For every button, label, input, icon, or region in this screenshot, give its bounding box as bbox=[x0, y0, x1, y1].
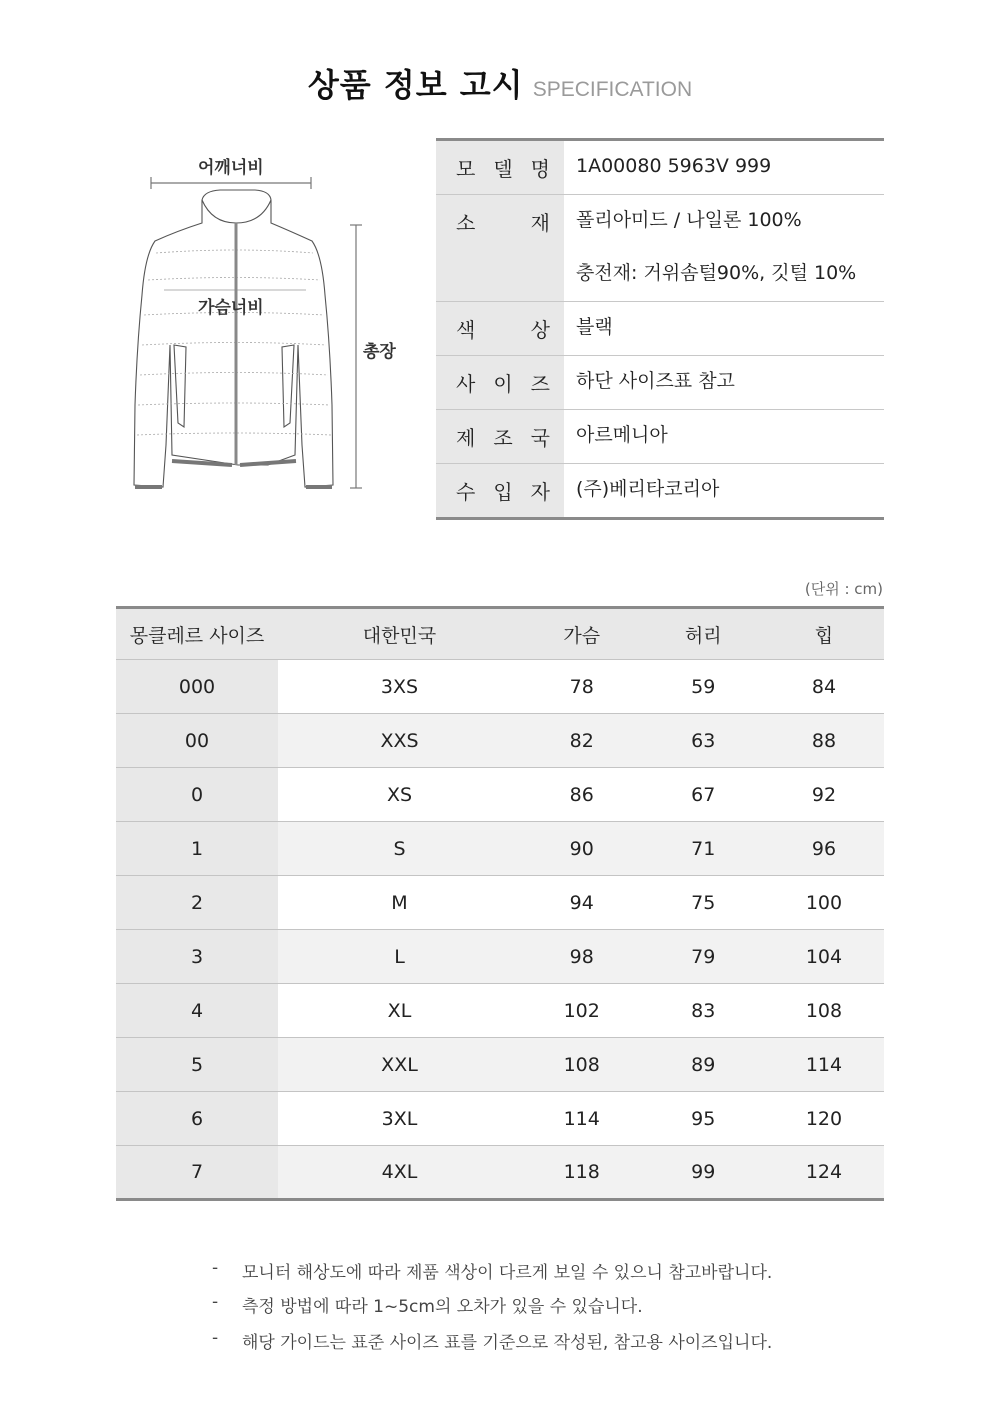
size-cell: 94 bbox=[521, 876, 643, 930]
note-item: - 측정 방법에 따라 1~5cm의 오차가 있을 수 있습니다. bbox=[212, 1292, 832, 1328]
size-cell: 5 bbox=[116, 1038, 278, 1092]
jacket-illustration bbox=[120, 145, 420, 505]
size-cell: M bbox=[278, 876, 521, 930]
size-row bbox=[116, 1146, 884, 1200]
size-cell: 63 bbox=[642, 714, 764, 768]
size-cell: 67 bbox=[642, 768, 764, 822]
size-cell: 3XL bbox=[278, 1092, 521, 1146]
spec-key: 색 상 bbox=[436, 302, 564, 355]
length-measure-line bbox=[350, 225, 362, 488]
spec-row-material bbox=[436, 194, 884, 301]
size-cell: 4 bbox=[116, 984, 278, 1038]
size-cell: 120 bbox=[764, 1092, 884, 1146]
size-cell: 89 bbox=[642, 1038, 764, 1092]
note-item: - 해당 가이드는 표준 사이즈 표를 기준으로 작성된, 참고용 사이즈입니다. bbox=[212, 1328, 773, 1353]
size-cell: 102 bbox=[521, 984, 643, 1038]
size-cell: 3 bbox=[116, 930, 278, 984]
size-table bbox=[116, 606, 884, 1201]
size-cell: 95 bbox=[642, 1092, 764, 1146]
page-title bbox=[0, 60, 1000, 106]
spec-value: 블랙 bbox=[576, 316, 613, 338]
size-cell: XXL bbox=[278, 1038, 521, 1092]
size-cell: 86 bbox=[521, 768, 643, 822]
shoulder-width-label: 어깨너비 bbox=[198, 158, 264, 178]
size-cell: 98 bbox=[521, 930, 643, 984]
size-cell: 2 bbox=[116, 876, 278, 930]
spec-row-size bbox=[436, 355, 884, 409]
spec-row-model bbox=[436, 141, 884, 194]
size-cell: 00 bbox=[116, 714, 278, 768]
shoulder-measure-line bbox=[151, 177, 311, 189]
spec-value: 하단 사이즈표 참고 bbox=[576, 370, 735, 392]
header-moncler-size: 몽클레르 사이즈 bbox=[116, 608, 278, 660]
size-row bbox=[116, 984, 884, 1038]
spec-row-importer bbox=[436, 463, 884, 517]
spec-key: 사 이 즈 bbox=[436, 356, 564, 409]
jacket-diagram bbox=[120, 145, 420, 505]
size-cell: 79 bbox=[642, 930, 764, 984]
size-cell: 108 bbox=[764, 984, 884, 1038]
spec-key: 제 조 국 bbox=[436, 410, 564, 463]
size-cell: L bbox=[278, 930, 521, 984]
spec-row-color bbox=[436, 301, 884, 355]
size-cell: 114 bbox=[764, 1038, 884, 1092]
size-cell: 3XS bbox=[278, 660, 521, 714]
size-cell: 118 bbox=[521, 1146, 643, 1200]
size-row bbox=[116, 768, 884, 822]
spec-row-origin bbox=[436, 409, 884, 463]
size-row bbox=[116, 660, 884, 714]
spec-table bbox=[436, 138, 884, 520]
header-waist: 허리 bbox=[642, 608, 764, 660]
size-cell: 96 bbox=[764, 822, 884, 876]
size-cell: 108 bbox=[521, 1038, 643, 1092]
spec-value: 아르메니아 bbox=[576, 424, 668, 446]
total-length-label: 총장 bbox=[363, 342, 396, 362]
size-cell: 92 bbox=[764, 768, 884, 822]
spec-key: 모 델 명 bbox=[436, 141, 564, 194]
size-cell: 1 bbox=[116, 822, 278, 876]
header-chest: 가슴 bbox=[521, 608, 643, 660]
size-row bbox=[116, 876, 884, 930]
jacket-outline bbox=[134, 190, 333, 487]
title-english: SPECIFICATION bbox=[532, 78, 693, 101]
size-row bbox=[116, 930, 884, 984]
size-cell: 4XL bbox=[278, 1146, 521, 1200]
note-bullet: - bbox=[212, 1292, 219, 1312]
size-cell: 99 bbox=[642, 1146, 764, 1200]
size-table-body bbox=[116, 660, 884, 1200]
header-hip: 힙 bbox=[764, 608, 884, 660]
size-cell: 84 bbox=[764, 660, 884, 714]
header-korea-size: 대한민국 bbox=[278, 608, 521, 660]
size-row bbox=[116, 714, 884, 768]
size-cell: 000 bbox=[116, 660, 278, 714]
size-cell: 6 bbox=[116, 1092, 278, 1146]
size-cell: XL bbox=[278, 984, 521, 1038]
size-cell: 82 bbox=[521, 714, 643, 768]
size-cell: 78 bbox=[521, 660, 643, 714]
size-cell: S bbox=[278, 822, 521, 876]
size-cell: 90 bbox=[521, 822, 643, 876]
note-bullet: - bbox=[212, 1328, 219, 1348]
note-bullet: - bbox=[212, 1258, 219, 1278]
size-row bbox=[116, 1092, 884, 1146]
size-cell: 114 bbox=[521, 1092, 643, 1146]
spec-key: 소 재 bbox=[436, 195, 564, 301]
size-cell: 7 bbox=[116, 1146, 278, 1200]
size-cell: 124 bbox=[764, 1146, 884, 1200]
spec-value: (주)베리타코리아 bbox=[576, 478, 720, 500]
size-row bbox=[116, 1038, 884, 1092]
spec-value: 1A00080 5963V 999 bbox=[576, 155, 772, 177]
size-cell: 59 bbox=[642, 660, 764, 714]
size-cell: 100 bbox=[764, 876, 884, 930]
note-item: - 모니터 해상도에 따라 제품 색상이 다르게 보일 수 있으니 참고바랍니다. bbox=[212, 1258, 832, 1292]
size-table-header bbox=[116, 608, 884, 660]
size-cell: XS bbox=[278, 768, 521, 822]
size-cell: 104 bbox=[764, 930, 884, 984]
size-cell: 75 bbox=[642, 876, 764, 930]
size-cell: 0 bbox=[116, 768, 278, 822]
size-cell: 83 bbox=[642, 984, 764, 1038]
chest-width-label: 가슴너비 bbox=[198, 298, 264, 318]
spec-key: 수 입 자 bbox=[436, 464, 564, 517]
title-korean: 상품 정보 고시 bbox=[307, 66, 524, 104]
size-row bbox=[116, 822, 884, 876]
notes-list bbox=[212, 1258, 832, 1353]
size-cell: 88 bbox=[764, 714, 884, 768]
spec-value: 폴리아미드 / 나일론 100% 충전재: 거위솜털90%, 깃털 10% bbox=[576, 209, 857, 284]
size-cell: 71 bbox=[642, 822, 764, 876]
size-cell: XXS bbox=[278, 714, 521, 768]
unit-label: (단위 : cm) bbox=[804, 580, 883, 598]
